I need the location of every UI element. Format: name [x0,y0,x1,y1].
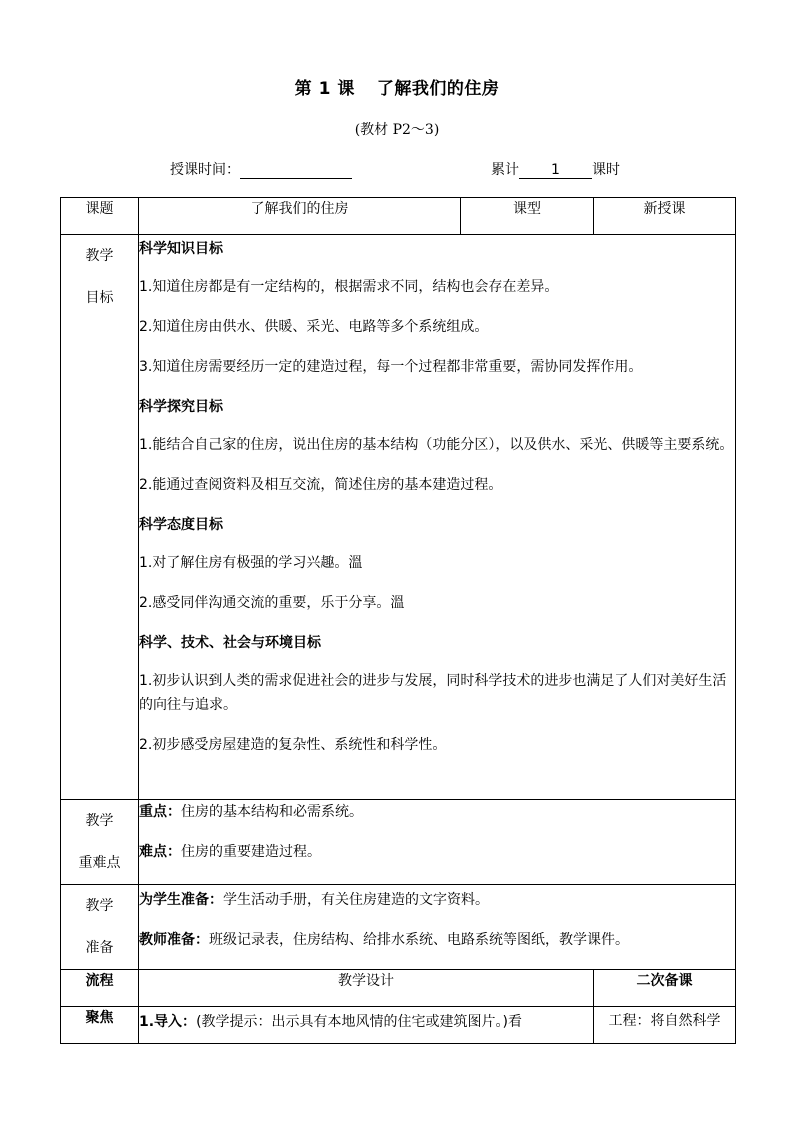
inquiry-item: 1.能结合自己家的住房，说出住房的基本结构（功能分区），以及供水、采光、供暖等主要系统。 [139,437,734,453]
knowledge-item: 3.知道住房需要经历一定的建造过程，每一个过程都非常重要，需协同发挥作用。 [139,359,643,375]
preparation-row [61,885,736,970]
difficult-label: 难点： [139,844,181,860]
objectives-label [61,235,139,800]
focus-content [139,1007,594,1044]
key-text: 住房的基本结构和必需系统。 [181,804,363,820]
attitude-item: 2.感受同伴沟通交流的重要，乐于分享。溫 [139,595,405,611]
total-hours-line [491,159,620,179]
design-header: 教学设计 [139,970,594,1007]
keypoints-label-line2: 重难点 [78,855,121,871]
textbook-pages: (教材 P2～3) [354,122,440,138]
class-time-line [170,159,352,179]
focus-label: 聚焦 [61,1007,139,1044]
preparation-label-line1: 教学 [85,898,114,914]
topic-label: 课题 [61,198,139,235]
keypoints-row [61,800,736,885]
type-value: 新授课 [594,198,736,235]
total-label: 累计 [491,162,519,178]
topic-value: 了解我们的住房 [139,198,461,235]
type-label: 课型 [461,198,594,235]
inquiry-item: 2.能通过查阅资料及相互交流，简述住房的基本建造过程。 [139,477,503,493]
hours-label: 课时 [592,162,620,178]
student-prep-text: 学生活动手册，有关住房建造的文字资料。 [223,892,489,908]
sts-heading: 科学、技术、社会与环境目标 [139,635,321,651]
objectives-content [139,235,736,800]
knowledge-item: 2.知道住房由供水、供暖、采光、电路等多个系统组成。 [139,319,489,335]
flow-header-row [61,970,736,1007]
difficult-text: 住房的重要建造过程。 [181,844,321,860]
objectives-label-line2: 目标 [85,290,114,306]
preparation-content [139,885,736,970]
class-time-label: 授课时间： [170,162,240,178]
student-prep-label: 为学生准备： [139,892,223,908]
knowledge-item: 1.知道住房都是有一定结构的，根据需求不同，结构也会存在差异。 [139,279,559,295]
lesson-name: 了解我们的住房 [376,79,500,99]
second-prep-header: 二次备课 [594,970,736,1007]
objectives-label-line1: 教学 [85,248,114,264]
intro-label: 1.导入： [139,1014,197,1030]
attitude-item: 1.对了解住房有极强的学习兴趣。溫 [139,555,363,571]
class-time-blank [240,162,352,179]
keypoints-content [139,800,736,885]
knowledge-heading: 科学知识目标 [139,241,223,257]
teacher-prep-text: 班级记录表，住房结构、给排水系统、电路系统等图纸，教学课件。 [209,932,629,948]
focus-row [61,1007,736,1044]
flow-header: 流程 [61,970,139,1007]
keypoints-label-line1: 教学 [85,813,114,829]
keypoints-label [61,800,139,885]
attitude-heading: 科学态度目标 [139,517,223,533]
lesson-number: 第 1 课 [294,79,355,99]
lesson-plan-table [60,197,736,1044]
preparation-label [61,885,139,970]
teacher-prep-label: 教师准备： [139,932,209,948]
total-value: 1 [519,162,592,179]
objectives-row [61,235,736,800]
key-label: 重点： [139,804,181,820]
sts-item: 2.初步感受房屋建造的复杂性、系统性和科学性。 [139,737,447,753]
inquiry-heading: 科学探究目标 [139,399,223,415]
topic-row [61,198,736,235]
sts-item: 1.初步认识到人类的需求促进社会的进步与发展，同时科学技术的进步也满足了人们对美好生活的向往与追求。 [139,673,727,713]
intro-text: (教学提示：出示具有本地风情的住宅或建筑图片。)看 [196,1014,522,1030]
second-prep-note: 工程：将自然科学 [594,1007,736,1044]
lesson-title [0,74,794,99]
preparation-label-line2: 准备 [85,940,114,956]
